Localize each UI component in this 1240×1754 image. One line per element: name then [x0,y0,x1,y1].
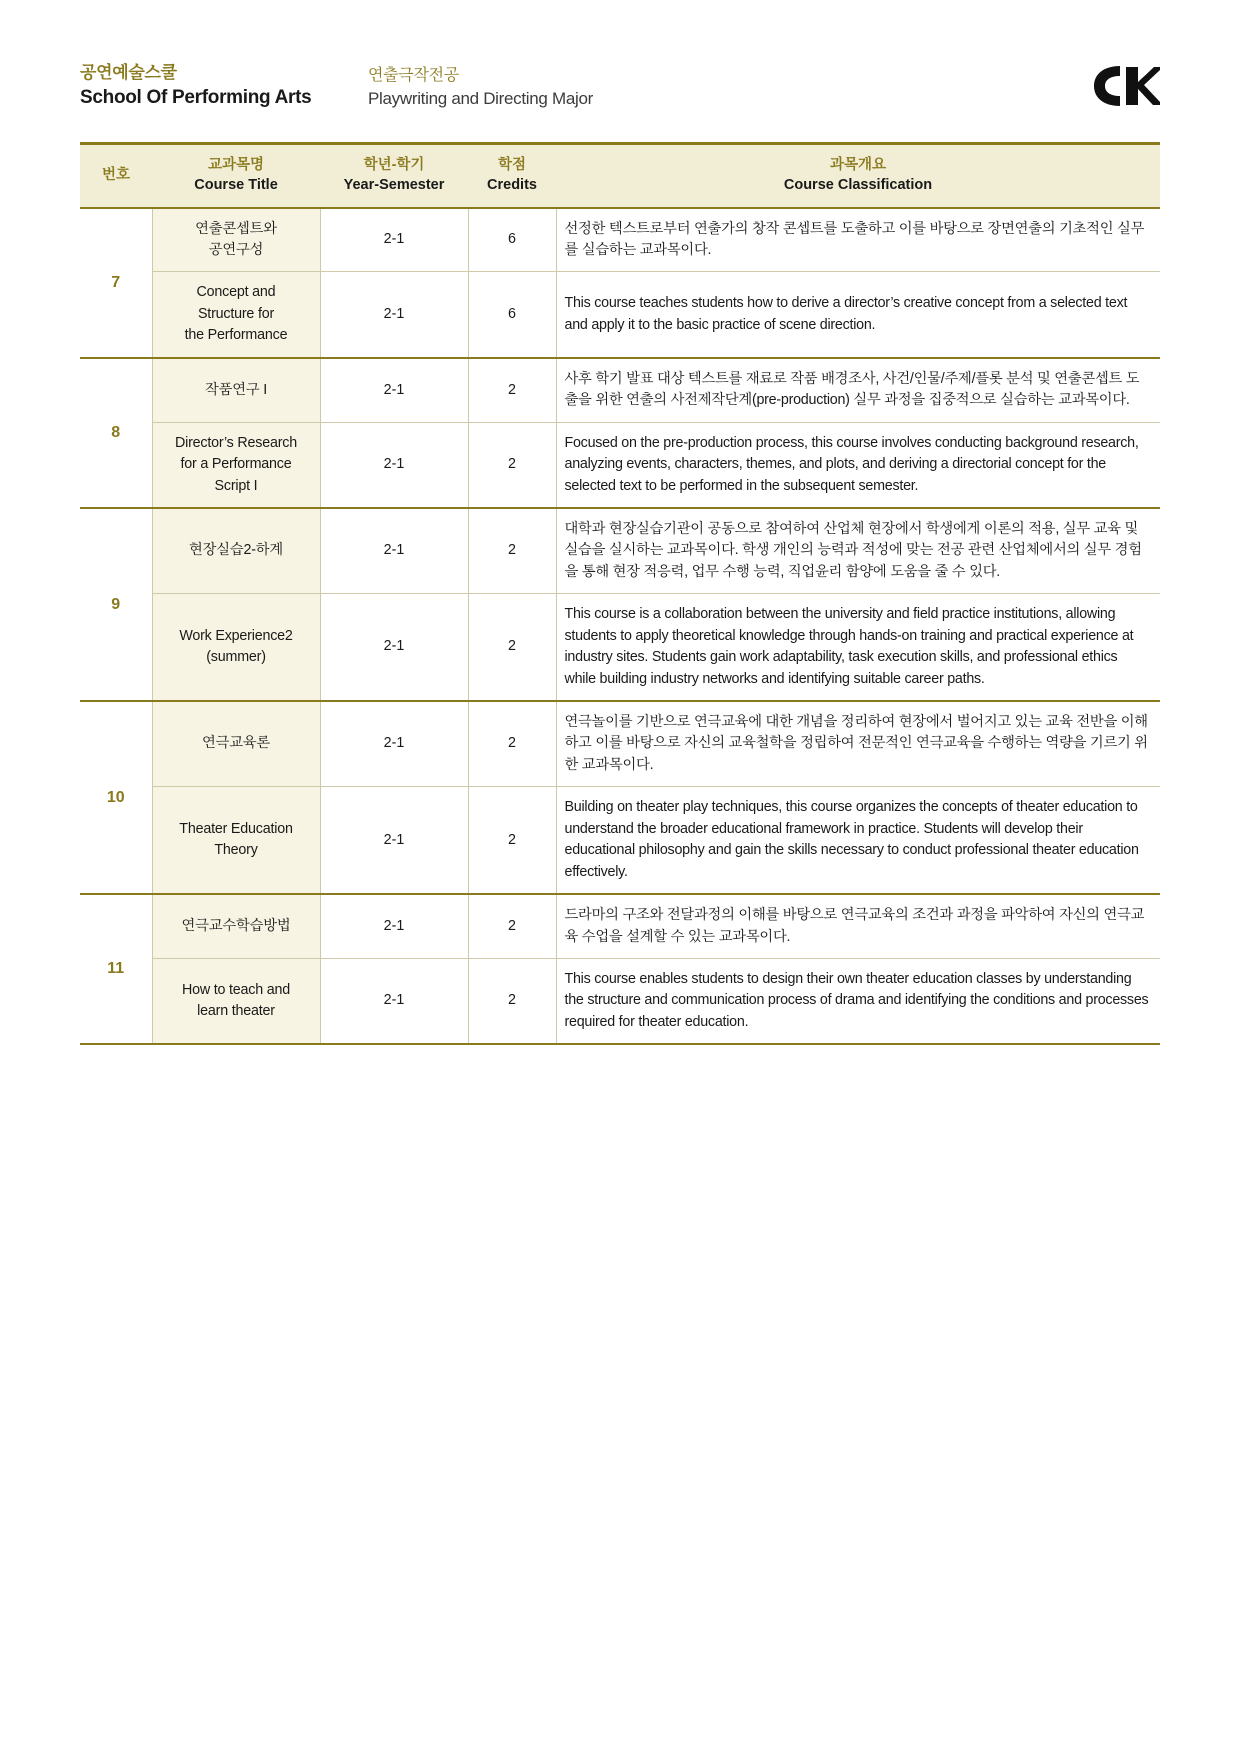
column-header-title-en: Course Title [194,177,278,194]
credits-cell: 2 [468,701,556,787]
table-row [80,894,1160,958]
column-header-title [152,144,320,208]
column-header-credits-en: Credits [487,177,537,194]
table-row [80,508,1160,594]
course-description-cell: This course enables students to design their own theater education classes by understanding the structure and communication process of drama and identifying the conditions and processes required for theater education. [556,958,1160,1044]
course-title-cell: Theater Education Theory [152,787,320,894]
year-semester-cell: 2-1 [320,701,468,787]
course-table-container [80,142,1160,1045]
table-row [80,208,1160,272]
ck-logo [1090,62,1160,110]
column-header-credits [468,144,556,208]
credits-cell: 2 [468,787,556,894]
column-header-ys-ko: 학년-학기 [363,157,425,173]
course-title-cell: 연출콘셉트와 공연구성 [152,208,320,272]
course-table [80,142,1160,1045]
year-semester-cell: 2-1 [320,208,468,272]
page-header [80,62,1160,132]
course-description-cell: 연극놀이를 기반으로 연극교육에 대한 개념을 정리하여 현장에서 벌어지고 있는 교육 전반을 이해하고 이를 바탕으로 자신의 교육철학을 정립하여 전문적인 연극교육을 수행하는 역량을 기르기 위한 교과목이다. [556,701,1160,787]
year-semester-cell: 2-1 [320,422,468,508]
course-description-cell: 사후 학기 발표 대상 텍스트를 재료로 작품 배경조사, 사건/인물/주제/플롯 분석 및 연출콘셉트 도출을 위한 연출의 사전제작단계(pre-production) 실무 과정을 집중적으로 실습하는 교과목이다. [556,358,1160,422]
credits-cell: 2 [468,508,556,594]
credits-cell: 2 [468,422,556,508]
course-title-cell: How to teach and learn theater [152,958,320,1044]
table-row [80,701,1160,787]
course-number-cell: 7 [80,208,152,358]
table-row [80,958,1160,1044]
course-description-cell: Building on theater play techniques, this course organizes the concepts of theater education to understand the broader educational framework in practice. Students will develop their educational philosophy and gain the skills necessary to conduct professional theater education effectively. [556,787,1160,894]
course-description-cell: This course is a collaboration between the university and field practice institutions, allowing students to apply theoretical knowledge through hands-on training and practical experience at industry sites. Students gain work adaptability, task execution skills, and professional ethics while building industry networks and identifying suitable career paths. [556,594,1160,701]
course-title-cell: Work Experience2 (summer) [152,594,320,701]
course-title-cell: 연극교육론 [152,701,320,787]
course-number-cell: 9 [80,508,152,701]
credits-cell: 2 [468,894,556,958]
table-row [80,787,1160,894]
column-header-desc-ko: 과목개요 [829,157,887,173]
course-number-cell: 10 [80,701,152,894]
year-semester-cell: 2-1 [320,508,468,594]
course-description-cell: 대학과 현장실습기관이 공동으로 참여하여 산업체 현장에서 학생에게 이론의 적용, 실무 교육 및 실습을 실시하는 교과목이다. 학생 개인의 능력과 적성에 맞는 전공 관련 산업체에서의 실무 경험을 통해 현장 적응력, 업무 수행 능력, 직업윤리 함양에 도움을 줄 수 있다. [556,508,1160,594]
credits-cell: 2 [468,594,556,701]
course-description-cell: 드라마의 구조와 전달과정의 이해를 바탕으로 연극교육의 조건과 과정을 파악하여 자신의 연극교육 수업을 설계할 수 있는 교과목이다. [556,894,1160,958]
column-header-ys-en: Year-Semester [343,177,445,194]
table-row [80,358,1160,422]
table-body [80,208,1160,1045]
table-row [80,422,1160,508]
column-header-no-ko: 번호 [101,167,130,184]
course-title-cell: Concept and Structure for the Performance [152,272,320,358]
school-name-en: School Of Performing Arts [80,86,312,108]
course-title-cell: 연극교수학습방법 [152,894,320,958]
year-semester-cell: 2-1 [320,358,468,422]
major-name-ko: 연출극작전공 [368,67,459,84]
year-semester-cell: 2-1 [320,272,468,358]
table-row [80,272,1160,358]
column-header-year-semester [320,144,468,208]
year-semester-cell: 2-1 [320,787,468,894]
major-name-en: Playwriting and Directing Major [368,89,594,109]
major-name-block [368,64,593,112]
year-semester-cell: 2-1 [320,594,468,701]
course-description-cell: Focused on the pre-production process, this course involves conducting background research, analyzing events, characters, themes, and plots, and deriving a directorial concept for the selected text to be performed in the subsequent semester. [556,422,1160,508]
column-header-no [80,144,152,208]
course-title-cell: 현장실습2-하계 [152,508,320,594]
column-header-title-ko: 교과목명 [207,157,265,173]
school-name-ko: 공연예술스쿨 [80,63,177,82]
course-description-cell: 선정한 텍스트로부터 연출가의 창작 콘셉트를 도출하고 이를 바탕으로 장면연출의 기초적인 실무를 실습하는 교과목이다. [556,208,1160,272]
credits-cell: 6 [468,272,556,358]
course-title-cell: 작품연구 I [152,358,320,422]
year-semester-cell: 2-1 [320,958,468,1044]
course-number-cell: 11 [80,894,152,1044]
credits-cell: 2 [468,958,556,1044]
credits-cell: 6 [468,208,556,272]
course-description-cell: This course teaches students how to derive a director’s creative concept from a selected text and apply it to the basic practice of scene direction. [556,272,1160,358]
table-row [80,594,1160,701]
school-name-block [80,62,311,111]
column-header-description [556,144,1160,208]
table-header [80,144,1160,208]
year-semester-cell: 2-1 [320,894,468,958]
course-number-cell: 8 [80,358,152,508]
column-header-desc-en: Course Classification [783,177,933,194]
credits-cell: 2 [468,358,556,422]
table-header-row [80,144,1160,208]
column-header-credits-ko: 학점 [497,157,526,173]
course-title-cell: Director’s Research for a Performance Script I [152,422,320,508]
